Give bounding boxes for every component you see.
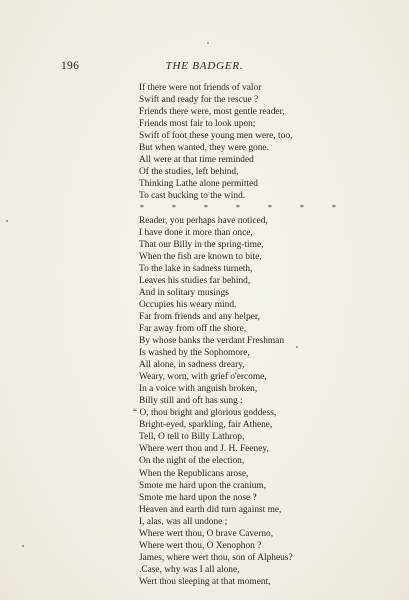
poem-line: Heaven and earth did turn against me, bbox=[139, 504, 282, 515]
poem-line: James, where wert thou, son of Alpheus? bbox=[139, 552, 293, 563]
poem-line: Far from friends and any helper, bbox=[139, 311, 260, 322]
poem-line: Billy still and oft has sung : bbox=[139, 396, 243, 407]
poem-line: Wert thou sleeping at that moment, bbox=[139, 576, 271, 587]
poem-body bbox=[133, 82, 389, 588]
page-number: 196 bbox=[61, 60, 80, 72]
poem-line: That our Billy in the spring-time, bbox=[139, 239, 264, 250]
poem-line: All alone, in sadness dreary, bbox=[139, 360, 245, 371]
paper-speck bbox=[6, 220, 8, 222]
section-break-asterisks: * * * * * * * bbox=[140, 203, 349, 213]
poem-line: Leaves his studies far behind, bbox=[139, 275, 251, 286]
poem-line: When the Republicans arose, bbox=[139, 468, 249, 479]
poem-line: I, alas, was all undone ; bbox=[139, 516, 228, 527]
poem-line: But when wanted, they were gone. bbox=[139, 143, 269, 154]
poem-line: I have done it more than once, bbox=[139, 227, 253, 238]
poem-line: On the night of the election, bbox=[139, 456, 245, 467]
poem-line: “ O, thou bright and glorious goddess, bbox=[133, 408, 277, 419]
poem-line: Swift of foot these young men were, too, bbox=[139, 131, 293, 142]
poem-line: To cast bucking to the wind. bbox=[139, 191, 246, 202]
poem-line: Swift and ready for the rescue ? bbox=[139, 95, 259, 106]
poem-line: To the lake in sadness turneth, bbox=[139, 263, 253, 274]
poem-line: Where wert thou, O Xenophon ? bbox=[139, 540, 262, 551]
poem-line: Where wert thou, O brave Caverno, bbox=[139, 528, 274, 539]
paper-speck bbox=[207, 42, 209, 44]
poem-line: All were at that time reminded bbox=[139, 155, 254, 166]
poem-line: Weary, worn, with grief o'ercome, bbox=[139, 372, 267, 383]
poem-line: By whose banks the verdant Freshman bbox=[139, 335, 285, 346]
poem-line: Occupies his weary mind. bbox=[139, 299, 237, 310]
poem-line: .Case, why was I all alone, bbox=[139, 564, 240, 575]
poem-line: Of the studies, left behind, bbox=[139, 167, 239, 178]
poem-line: In a voice with anguish broken, bbox=[139, 384, 258, 395]
poem-line: When the fish are known to bite, bbox=[139, 251, 262, 262]
poem-line: If there were not friends of valor bbox=[139, 83, 262, 93]
poem-line: Is washed by the Sophomore, bbox=[139, 348, 250, 359]
poem-line: Where wert thou and J. H. Feeney, bbox=[139, 444, 269, 455]
poem-line: Bright-eyed, sparkling, fair Athene, bbox=[139, 420, 273, 431]
poem-line: Friends most fair to look upon; bbox=[139, 119, 256, 130]
page-header bbox=[0, 60, 409, 76]
poem-line: Tell, O tell to Billy Lathrop, bbox=[139, 432, 245, 443]
poem-line: Thinking Lathe alone permitted bbox=[139, 179, 258, 190]
poem-line: Smote me hard upon the nose ? bbox=[139, 492, 257, 503]
paper-speck bbox=[296, 346, 298, 348]
running-title: THE BADGER. bbox=[165, 60, 244, 72]
poem-line: And in solitary musings bbox=[139, 287, 229, 298]
poem-line: Smote me hard upon the cranium, bbox=[139, 480, 267, 491]
poem-line: Friends there were, most gentle reader, bbox=[139, 107, 285, 118]
poem-line: Reader, you perhaps have noticed, bbox=[139, 215, 268, 226]
paper-speck bbox=[22, 545, 24, 547]
poem-line: Far away from off the shore, bbox=[139, 323, 247, 334]
